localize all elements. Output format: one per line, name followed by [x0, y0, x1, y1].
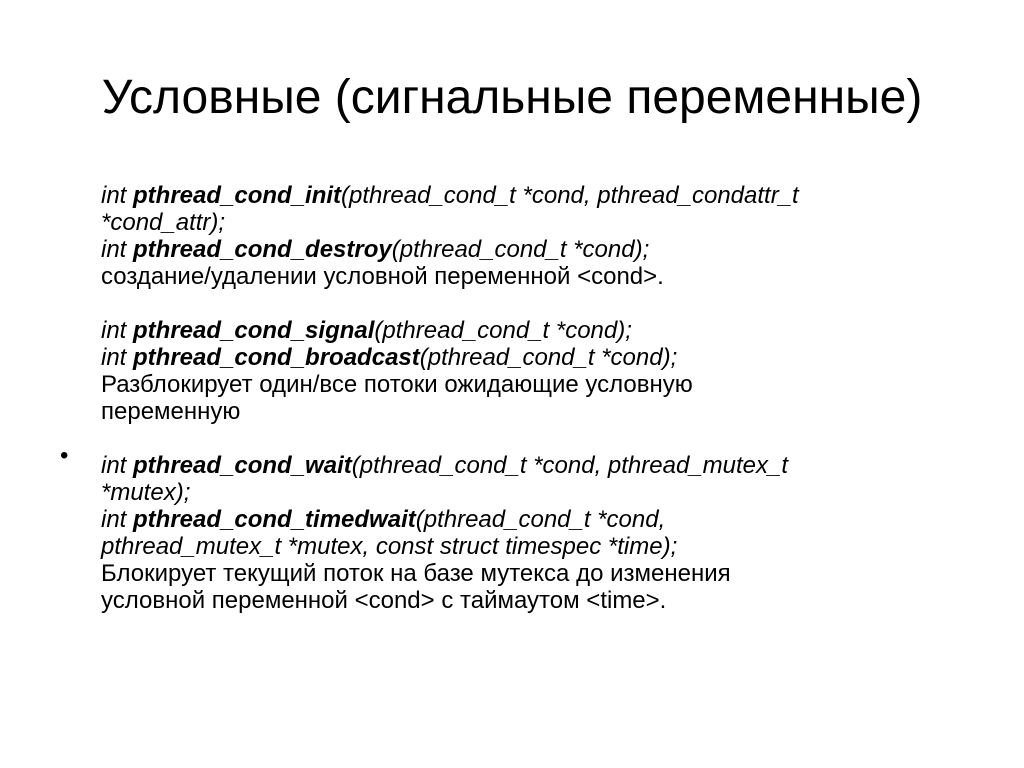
- text-segment: (pthread_cond_t *cond);: [419, 344, 678, 371]
- text-line: [101, 479, 961, 506]
- text-segment: переменную: [101, 398, 241, 425]
- text-block: [101, 182, 961, 290]
- text-segment: (pthread_cond_t *cond, pthread_mutex_t: [351, 452, 789, 479]
- text-line: [101, 263, 961, 290]
- text-segment: условной переменной <cond> с таймаутом <time>.: [101, 587, 667, 614]
- function-name: pthread_cond_destroy: [133, 236, 392, 263]
- text-segment: создание/удалении условной переменной <cond>.: [101, 263, 664, 290]
- text-block: [101, 317, 961, 425]
- text-line: [101, 236, 961, 263]
- text-block: [101, 452, 961, 614]
- text-segment: (pthread_cond_t *cond);: [391, 236, 650, 263]
- function-name: pthread_cond_wait: [133, 452, 352, 479]
- text-line: [101, 560, 961, 587]
- text-line: [101, 182, 961, 209]
- text-segment: int: [101, 182, 134, 209]
- text-line: [101, 587, 961, 614]
- text-segment: (pthread_cond_t *cond,: [415, 506, 666, 533]
- slide-title: Условные (сигнальные переменные): [101, 71, 923, 124]
- text-line: [101, 317, 961, 344]
- function-name: pthread_cond_timedwait: [133, 506, 416, 533]
- text-line: [101, 533, 961, 560]
- function-name: pthread_cond_signal: [133, 317, 375, 344]
- text-segment: Разблокирует один/все потоки ожидающие условную: [101, 371, 693, 398]
- text-line: [101, 344, 961, 371]
- text-segment: int: [101, 506, 134, 533]
- text-segment: pthread_mutex_t *mutex, const struct timespec *time);: [101, 533, 678, 560]
- text-segment: int: [101, 452, 134, 479]
- text-line: [101, 209, 961, 236]
- text-line: [101, 452, 961, 479]
- text-segment: (pthread_cond_t *cond);: [374, 317, 632, 344]
- text-segment: *cond_attr);: [101, 209, 226, 236]
- function-name: pthread_cond_broadcast: [133, 344, 420, 371]
- text-segment: *mutex);: [101, 479, 191, 506]
- text-line: [101, 506, 961, 533]
- text-segment: (pthread_cond_t *cond, pthread_condattr_t: [341, 182, 799, 209]
- text-segment: Блокирует текущий поток на базе мутекса до изменения: [101, 560, 731, 587]
- slide-content: [101, 182, 961, 614]
- text-segment: int: [101, 317, 134, 344]
- text-line: [101, 371, 961, 398]
- text-segment: int: [101, 236, 134, 263]
- bullet-marker: •: [60, 442, 69, 469]
- text-segment: int: [101, 344, 134, 371]
- text-line: [101, 398, 961, 425]
- function-name: pthread_cond_init: [133, 182, 342, 209]
